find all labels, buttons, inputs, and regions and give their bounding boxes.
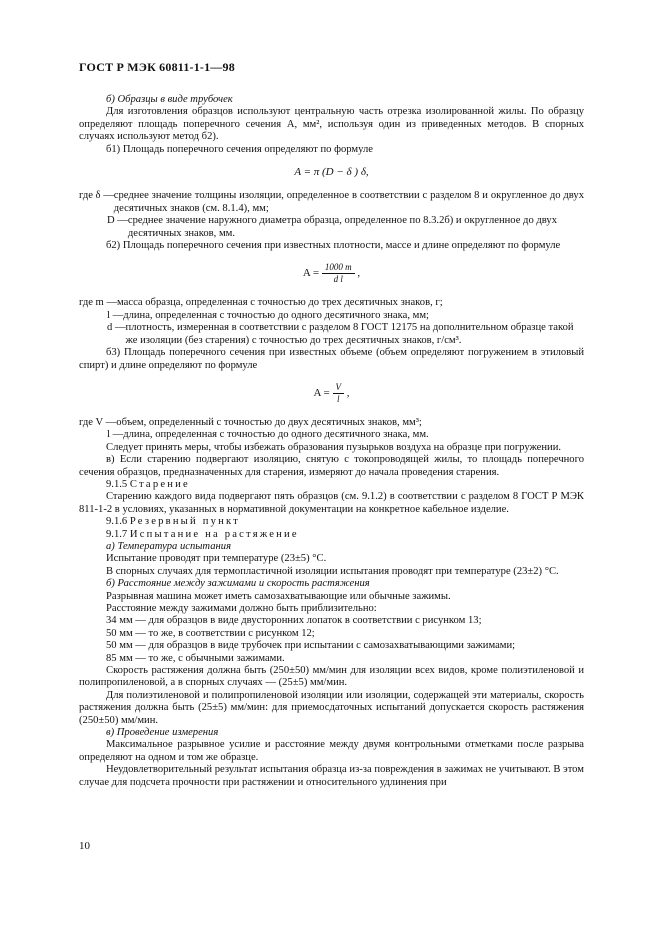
paragraph-grips: Разрывная машина может иметь самозахватывающие или обычные зажимы. <box>106 590 451 602</box>
section-9-1-7-number: 9.1.7 <box>106 528 130 540</box>
section-9-1-5 <box>79 479 584 491</box>
definition-diameter-text: среднее значение наружного диаметра образца, определенное по 8.3.2б) и округленное до двух десятичных знаков, мм. <box>127 215 558 239</box>
subsection-measurement: в) Проведение измерения <box>106 727 219 739</box>
paragraph-b2: б2) Площадь поперечного сечения при известных плотности, массе и длине определяют по формуле <box>106 240 561 252</box>
definition-mass-symbol: где m — <box>79 297 118 309</box>
formula-b2-fraction <box>322 262 355 285</box>
formula-b1: A = π (D − δ ) δ, <box>294 166 369 179</box>
paragraph-measurement: Максимальное разрывное усилие и расстояние между двумя контрольными отметками после разрыва определяют на одном и том же образце. <box>79 739 584 763</box>
section-9-1-6-number: 9.1.6 <box>106 516 130 528</box>
definition-density <box>79 322 584 347</box>
definition-diameter-symbol: D — <box>107 215 128 227</box>
page-number: 10 <box>79 840 90 852</box>
paragraph-aging: Старению каждого вида подвергают пять образцов (см. 9.1.2) в соответствии с разделом 8 ГОСТ Р МЭК 811-1-2 в условиях, указанных в нормативной документации на конкретное кабельное изделие. <box>79 491 584 515</box>
formula-b3 <box>79 382 584 405</box>
paragraph-b3: б3) Площадь поперечного сечения при известных объеме (объем определяют погружением в этиловый спирт) и длине определяют по формуле <box>79 347 584 371</box>
standard-header: ГОСТ Р МЭК 60811-1-1—98 <box>79 60 235 74</box>
paragraph-b1: б1) Площадь поперечного сечения определяют по формуле <box>106 143 373 155</box>
paragraph-speed-pe: Для полиэтиленовой и полипропиленовой изоляции или изоляции, содержащей эти материалы, скорость растяжения должна быть (25±5) мм/мин: для приемосдаточных испытаний допускается скорость растяжения (250±50) мм/мин. <box>79 689 584 726</box>
paragraph-bubbles: Следует принять меры, чтобы избежать образования пузырьков воздуха на образце при погружении. <box>106 441 562 453</box>
definition-density-symbol: d — <box>107 322 126 334</box>
paragraph-temperature: Испытание проводят при температуре (23±5) °С. <box>106 553 327 565</box>
formula-b2-denominator: d l <box>333 274 343 285</box>
formula-b3-lhs: A = <box>313 386 330 399</box>
formula-b2-numerator: 1000 m <box>322 262 355 274</box>
list-item-34mm: 34 мм — для образцов в виде двусторонних лопаток в соответствии с рисунком 13; <box>106 615 482 627</box>
formula-b3-denominator: l <box>337 393 340 404</box>
formula-b2-tail: , <box>357 267 361 280</box>
formula-b3-numerator: V <box>333 382 345 394</box>
section-9-1-5-title: Старение <box>129 478 190 490</box>
definition-delta <box>79 190 584 215</box>
definition-length-2-text: длина, определенная с точностью до одного десятичного знака, мм. <box>123 429 429 441</box>
subsection-tube-samples: б) Образцы в виде трубочек <box>106 94 233 105</box>
list-item-50mm-fig12: 50 мм — то же, в соответствии с рисунком 12; <box>106 627 315 639</box>
definition-volume-text: объем, определенный с точностью до двух десятичных знаков, мм³; <box>116 416 422 428</box>
definition-mass <box>79 297 584 309</box>
definition-density-text: плотность, измеренная в соответствии с разделом 8 ГОСТ 12175 на дополнительном образце такой же изоляции (без старения) с точностью до трех десятичных знаков, г/см³. <box>125 322 574 346</box>
definition-length-2 <box>79 429 584 441</box>
formula-b2-lhs: A = <box>302 267 320 280</box>
definition-delta-text: среднее значение толщины изоляции, определенное в соответствии с разделом 8 и округленное до двух десятичных знаков (см. 8.1.4), мм; <box>113 190 584 214</box>
list-item-50mm-tubes: 50 мм — для образцов в виде трубочек при испытании с самозахватывающими зажимами; <box>106 640 516 652</box>
section-9-1-6-title: Резервный пункт <box>129 516 240 528</box>
paragraph-speed: Скорость растяжения должна быть (250±50) мм/мин для изоляции всех видов, кроме полиэтиленовой и полипропиленовой, а в спорных случаях — (25±5) мм/мин. <box>79 665 584 689</box>
list-item-85mm: 85 мм — то же, с обычными зажимами. <box>106 652 285 664</box>
formula-b3-fraction <box>333 382 345 405</box>
paragraph-temperature-dispute: В спорных случаях для термопластичной изоляции испытания проводят при температуре (23±2) °С. <box>106 565 559 577</box>
paragraph-aging-area: в) Если старению подвергают изоляцию, снятую с токопроводящей жилы, то площадь поперечного сечения образцов, предназначенных для старения, измеряют до начала проведения старения. <box>79 454 584 478</box>
formula-b3-tail: , <box>346 386 350 399</box>
definition-length <box>79 310 584 322</box>
definition-diameter <box>79 215 584 240</box>
section-9-1-7-title: Испытание на растяжение <box>129 528 299 540</box>
definition-length-text: длина, определенная с точностью до одного десятичного знака, мм; <box>123 309 429 321</box>
formula-b2 <box>79 262 584 285</box>
section-9-1-6 <box>79 516 584 528</box>
section-9-1-7 <box>79 529 584 541</box>
paragraph-grip-distance: Расстояние между зажимами должно быть приблизительно: <box>106 603 377 614</box>
paragraph-tube-prep: Для изготовления образцов используют центральную часть отрезка изолированной жилы. По образцу определяют площадь поперечного сечения A, мм², используя один из приведенных методов. В спорных случаях используют метод б2). <box>79 106 584 143</box>
definition-volume-symbol: где V — <box>79 416 117 428</box>
paragraph-unsatisfactory: Неудовлетворительный результат испытания образца из-за повреждения в зажимах не учитывают. В этом случае для подсчета прочности при растяжении и относительного удлинения при <box>79 764 584 788</box>
definition-delta-symbol: где δ — <box>79 190 114 202</box>
subsection-temperature: а) Температура испытания <box>106 540 231 552</box>
section-9-1-5-number: 9.1.5 <box>106 478 130 490</box>
definition-length-symbol: l — <box>107 309 124 321</box>
definition-length-2-symbol: l — <box>107 429 124 441</box>
definition-volume <box>79 417 584 429</box>
definition-mass-text: масса образца, определенная с точностью до трех десятичных знаков, г; <box>117 297 443 309</box>
subsection-grip-distance: б) Расстояние между зажимами и скорость растяжения <box>106 578 370 590</box>
document-page <box>79 60 584 789</box>
